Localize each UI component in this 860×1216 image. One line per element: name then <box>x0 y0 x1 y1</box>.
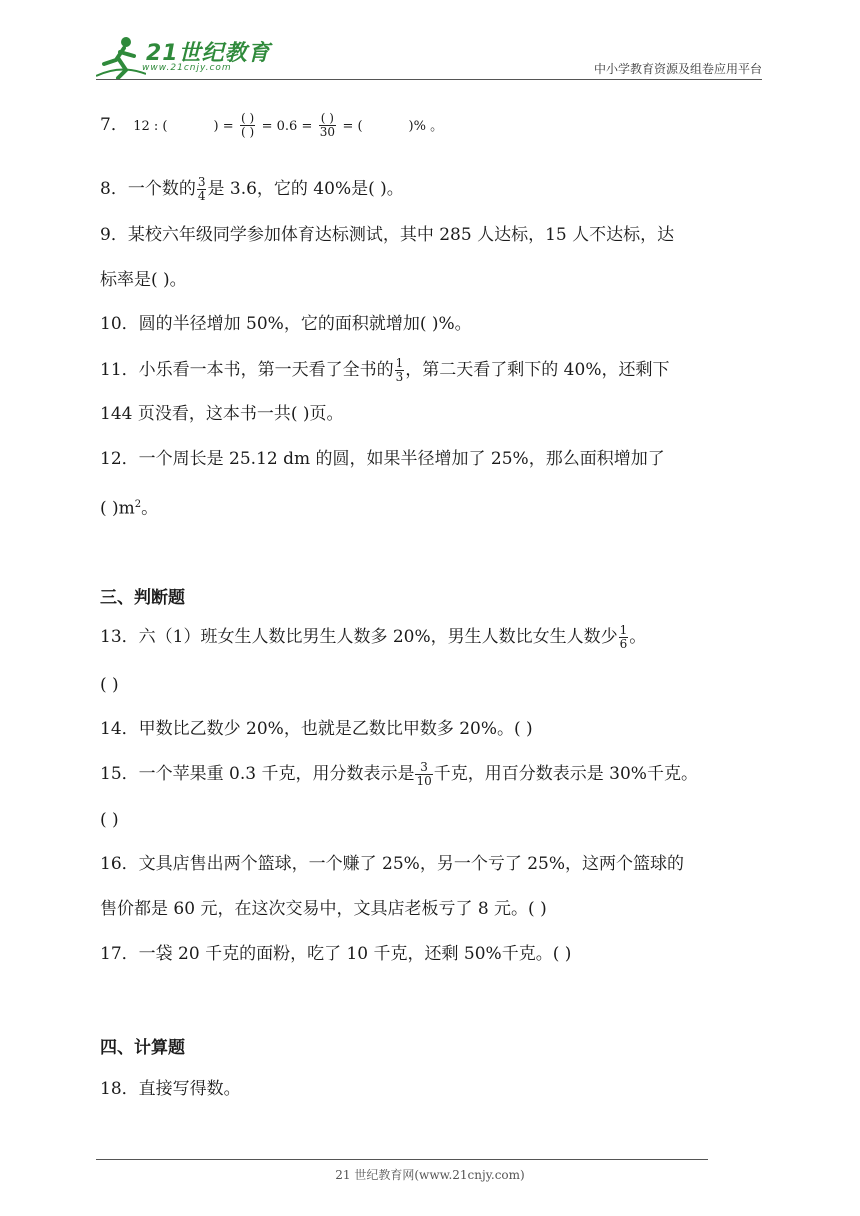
fraction: $\frac{( )}{( )}$ <box>241 111 255 139</box>
footer-divider <box>96 1159 708 1160</box>
question-number: 7． <box>100 115 128 135</box>
logo-url: www.21cnjy.com <box>142 63 232 73</box>
question-13: 13．六（1）班女生人数比男生人数多 20%，男生人数比女生人数少 $\frac{1}{6}$ 。 <box>100 623 647 651</box>
question-16-line-1: 16．文具店售出两个篮球，一个赚了 25%，另一个亏了 25%，这两个篮球的 <box>100 854 685 874</box>
question-10: 10．圆的半径增加 50%，它的面积就增加( )%。 <box>100 314 472 334</box>
question-11: 11．小乐看一本书，第一天看了全书的 $\frac{1}{3}$ ，第二天看了剩下的 40%，还剩下 <box>100 356 670 384</box>
question-12-line-1: 12．一个周长是 25.12 dm 的圆，如果半径增加了 25%，那么面积增加了 <box>100 449 665 469</box>
logo-text: 21世纪教育 <box>146 41 271 66</box>
question-11-line-2: 144 页没看，这本书一共( )页。 <box>100 404 344 424</box>
question-8: 8．一个数的 $\frac{3}{4}$ 是 3.6，它的 40%是( )。 <box>100 175 404 203</box>
question-9-line-1: 9．某校六年级同学参加体育达标测试，其中 285 人达标，15 人不达标，达 <box>100 225 675 245</box>
question-9-line-2: 标率是( )。 <box>100 270 187 290</box>
question-15: 15．一个苹果重 0.3 千克，用分数表示是 $\frac{3}{10}$ 千克，用百分数表示是 30%千克。 <box>100 760 698 788</box>
question-15-answer: ( ) <box>100 810 119 830</box>
question-12-line-2: ( )$m^2$。 <box>100 498 159 519</box>
section-title: 三、判断题 <box>100 588 185 608</box>
runner-logo-icon <box>96 34 146 80</box>
question-7: 7． 12 : ( ) = $\frac{( )}{( )}$ = 0.6 = $\frac{( )}{30}$ = ( )% 。 <box>100 111 444 139</box>
question-17: 17．一袋 20 千克的面粉，吃了 10 千克，还剩 50%千克。( ) <box>100 944 572 964</box>
section-title: 四、计算题 <box>100 1038 185 1058</box>
footer-link[interactable]: 21 世纪教育网(www.21cnjy.com) <box>335 1168 525 1182</box>
question-16-line-2: 售价都是 60 元，在这次交易中，文具店老板亏了 8 元。( ) <box>100 899 547 919</box>
header-divider <box>96 79 762 80</box>
question-13-answer: ( ) <box>100 675 119 695</box>
fraction: $\frac{( )}{30}$ <box>319 111 336 139</box>
question-14: 14．甲数比乙数少 20%，也就是乙数比甲数多 20%。( ) <box>100 719 533 739</box>
platform-label: 中小学教育资源及组卷应用平台 <box>593 62 762 76</box>
question-18: 18．直接写得数。 <box>100 1079 241 1099</box>
